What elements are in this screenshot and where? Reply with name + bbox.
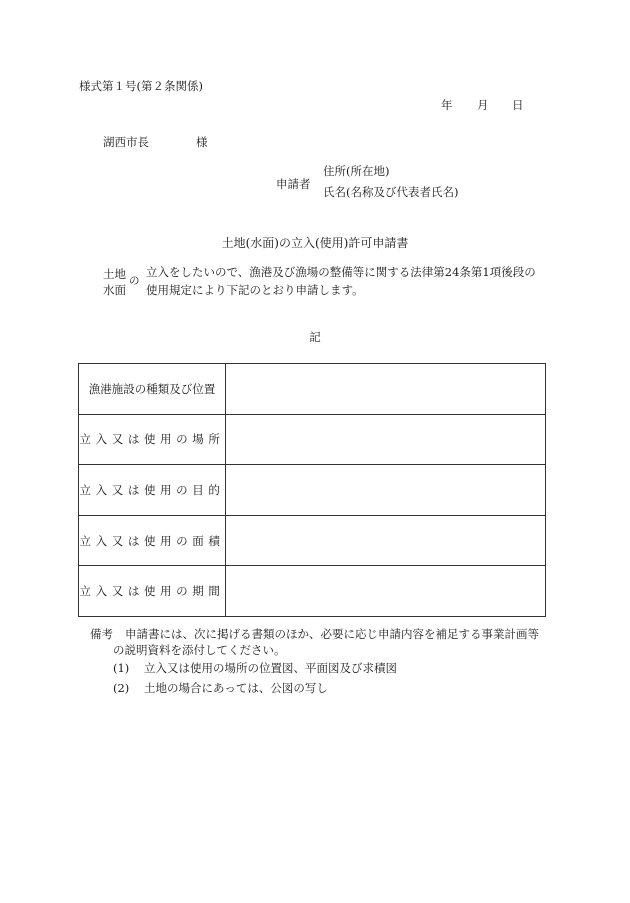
choice-land: 土地	[103, 267, 126, 281]
row-value-area[interactable]	[226, 515, 546, 566]
applicant-address-label: 住所(所在地)	[323, 164, 390, 178]
notes-item-1	[113, 661, 397, 676]
date-year: 年	[441, 98, 453, 112]
form-number: 様式第１号(第２条関係)	[79, 79, 203, 93]
ki-heading: 記	[309, 330, 321, 344]
row-value-period[interactable]	[226, 566, 546, 617]
addressee-name: 湖西市長	[103, 135, 149, 149]
item-number: (1)	[113, 661, 130, 675]
item-text: 土地の場合にあっては、公図の写し	[144, 681, 328, 695]
notes-text-line-2: の説明資料を添付してください。	[113, 643, 286, 657]
row-value-purpose[interactable]	[226, 465, 546, 516]
particle-no: の	[129, 275, 140, 287]
row-label-place: 立入又は使用の場所	[79, 414, 226, 465]
choice-water: 水面	[103, 283, 126, 297]
row-value-facility[interactable]	[226, 364, 546, 415]
row-value-place[interactable]	[226, 414, 546, 465]
application-table	[78, 363, 546, 617]
row-label-purpose: 立入又は使用の目的	[79, 465, 226, 516]
item-text: 立入又は使用の場所の位置図、平面図及び求積図	[144, 661, 397, 675]
date-day: 日	[512, 98, 524, 112]
table-row	[79, 414, 546, 465]
body-line-1: 立入をしたいので、漁港及び漁場の整備等に関する法律第24条第1項後段の	[146, 265, 536, 279]
document-title: 土地(水面)の立入(使用)許可申請書	[221, 236, 409, 250]
notes-text-line-1: 申請書には、次に掲げる書類のほか、必要に応じ申請内容を補足する事業計画等	[125, 627, 539, 641]
date-month: 月	[477, 98, 489, 112]
applicant-label: 申請者	[276, 177, 311, 191]
table-row	[79, 465, 546, 516]
table-row	[79, 364, 546, 415]
addressee	[103, 135, 208, 150]
table-row	[79, 566, 546, 617]
notes-item-2	[113, 681, 328, 696]
row-label-area: 立入又は使用の面積	[79, 515, 226, 566]
notes-heading: 備考	[90, 627, 113, 641]
row-label-period: 立入又は使用の期間	[79, 566, 226, 617]
row-label-facility: 漁港施設の種類及び位置	[79, 364, 226, 415]
item-number: (2)	[113, 681, 130, 695]
addressee-honorific: 様	[196, 135, 208, 149]
applicant-name-label: 氏名(名称及び代表者氏名)	[323, 185, 459, 199]
table-row	[79, 515, 546, 566]
land-water-choice	[103, 266, 126, 298]
body-line-2: 使用規定により下記のとおり申請します。	[146, 283, 364, 297]
